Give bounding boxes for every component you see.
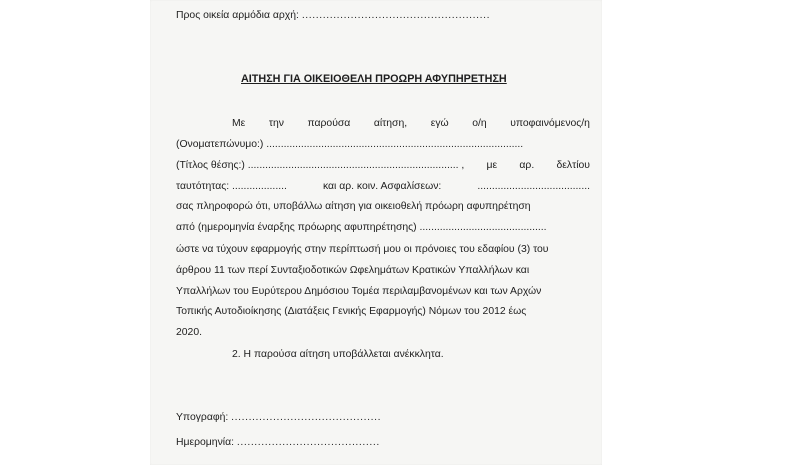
- id-insurance-line: [176, 180, 590, 193]
- insurance-label: και αρ. κοιν. Ασφαλίσεων:: [322, 181, 442, 192]
- page-title: ΑΙΤΗΣΗ ΓΙΑ ΟΙΚΕΙΟΘΕΛΗ ΠΡΟΩΡΗ ΑΦΥΠΗΡΕΤΗΣΗ: [241, 73, 507, 85]
- signature-line: [176, 411, 381, 424]
- signature-dots: ...........................................: [231, 412, 382, 423]
- id-field: ταυτότητας: ...................: [176, 181, 287, 192]
- paragraph1-line8: άρθρου 11 των περί Συνταξιοδοτικών Ωφελημάτων Κρατικών Υπαλλήλων και: [176, 265, 530, 276]
- title-field-word-1: με: [486, 160, 498, 171]
- paragraph1-line10: Τοπικής Αυτοδιοίκησης (Διατάξεις Γενικής Εφαρμογής) Νόμων του 2012 έως: [176, 306, 527, 317]
- paragraph1-line7: ώστε να τύχουν εφαρμογής στην περίπτωσή μου οι πρόνοιες του εδαφίου (3) του: [176, 244, 549, 255]
- insurance-dots: .......................................: [477, 181, 590, 192]
- paragraph1-line5: σας πληροφορώ ότι, υποβάλλω αίτηση για οικειοθελή πρόωρη αφυπηρέτηση: [176, 201, 531, 212]
- recipient-line: [176, 9, 490, 22]
- title-field-word-3: δελτίου: [556, 160, 590, 171]
- title-field-word-2: αρ.: [519, 160, 535, 171]
- recipient-dots: ......................................................: [301, 10, 491, 21]
- recipient-label: Προς οικεία αρμόδια αρχή:: [176, 10, 299, 21]
- title-field-line: [176, 159, 590, 172]
- paragraph1-line9: Υπαλλήλων του Ευρύτερου Δημόσιου Τομέα περιλαμβανομένων και των Αρχών: [176, 286, 542, 297]
- date-start-line: από (ημερομηνία έναρξης πρόωρης αφυπηρέτησης) ............................................: [176, 222, 547, 233]
- signature-label: Υπογραφή:: [176, 412, 229, 423]
- paragraph1-line1: [176, 117, 590, 130]
- title-field-text: (Τίτλος θέσης:) ......................................................................... ,: [176, 160, 465, 171]
- p1-word-5: εγώ: [430, 118, 449, 129]
- p1-word-1: Με: [232, 118, 246, 129]
- paragraph2: 2. Η παρούσα αίτηση υποβάλλεται ανέκκλητα.: [232, 349, 444, 360]
- p1-word-7: υποφαινόμενος/η: [510, 118, 590, 129]
- p1-word-2: την: [268, 118, 284, 129]
- date-label: Ημερομηνία:: [176, 437, 234, 448]
- date-dots: .........................................: [236, 437, 380, 448]
- p1-word-4: αίτηση,: [373, 118, 408, 129]
- name-field-line: (Ονοματεπώνυμο:) .........................................................................................: [176, 139, 524, 150]
- p1-word-6: ο/η: [472, 118, 487, 129]
- date-line: [176, 436, 380, 449]
- paragraph1-line11: 2020.: [176, 327, 203, 338]
- p1-word-3: παρούσα: [307, 118, 351, 129]
